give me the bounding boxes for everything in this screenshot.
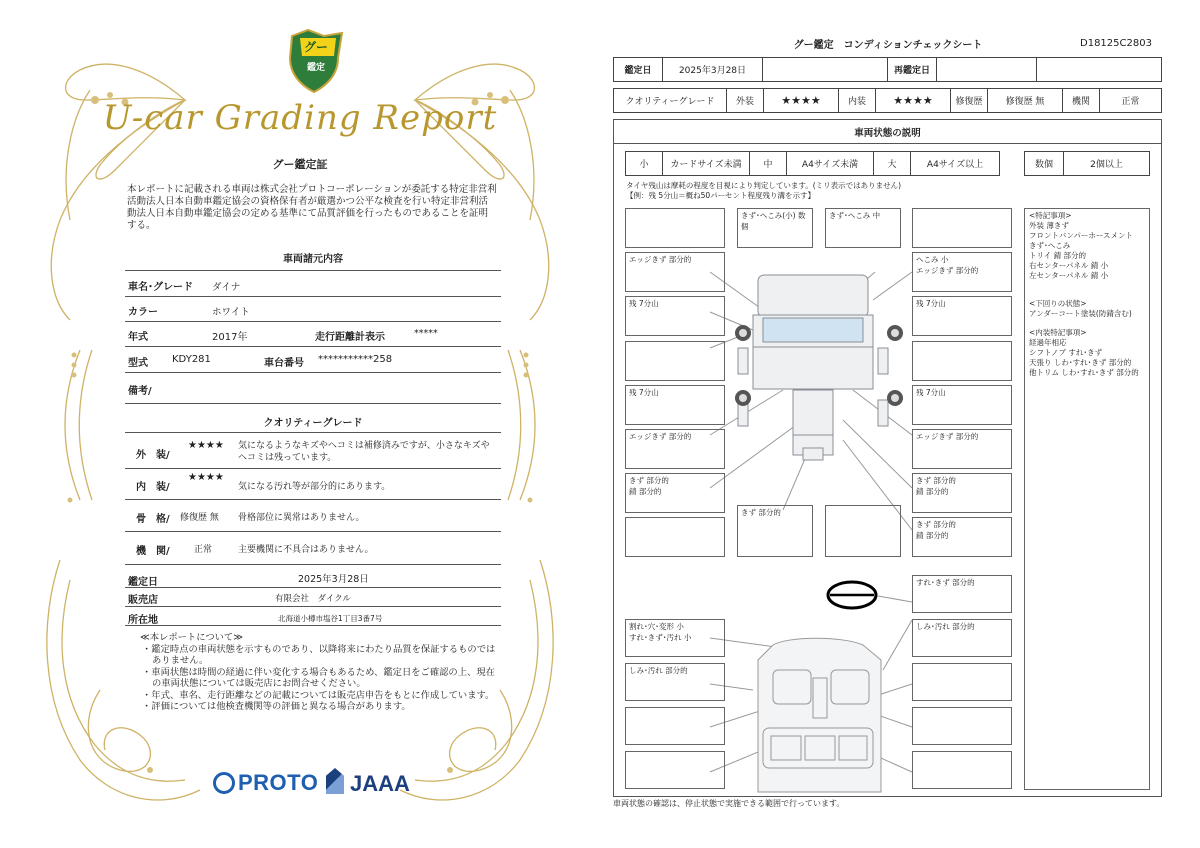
damage-note: きず･へこみ 中: [829, 211, 881, 220]
damage-box: [912, 429, 1012, 469]
interior-box: [625, 619, 725, 657]
frame-desc: 骨格部位に異常はありません。: [238, 513, 365, 523]
interior-note: 割れ･穴･変形 小: [629, 622, 684, 631]
damage-note: きず 部分的: [916, 520, 956, 529]
damage-box: [625, 296, 725, 336]
special-item: 右センターパネル 錆 小: [1029, 261, 1109, 270]
interior-note: しみ･汚れ 部分的: [916, 622, 975, 631]
special-item: 左センターパネル 錆 小: [1029, 271, 1109, 280]
repair-label: 修復歴: [950, 88, 988, 113]
empty-cell: [1036, 57, 1162, 82]
frame-value: 修復歴 無: [180, 513, 219, 523]
damage-note: エッジきず 部分的: [629, 255, 692, 264]
damage-note: 錆 部分的: [916, 531, 949, 540]
remarks-label: 備考/: [128, 386, 152, 397]
under-item: アンダーコート塗装(防錆含む): [1029, 309, 1132, 318]
tire-tread-note: 残 7分山: [916, 388, 946, 397]
badge-bottom-text: 鑑定: [306, 63, 325, 73]
dealer-value: 有限会社 ダイクル: [275, 594, 351, 604]
engine-value: 正常: [194, 545, 213, 555]
date-value: 2025年3月28日: [662, 57, 763, 82]
special-item: 外装 薄きず: [1029, 221, 1069, 230]
damage-box: [912, 473, 1012, 513]
damage-box: [825, 208, 901, 248]
damage-box: [625, 341, 725, 381]
empty-cell: [762, 57, 888, 82]
odometer-label: 走行距離計表示: [315, 332, 385, 343]
count-value: 2個以上: [1063, 151, 1150, 176]
damage-box: [737, 505, 813, 557]
notes-title: ≪本レポートについて≫: [140, 632, 243, 643]
damage-note: 錆 部分的: [629, 487, 662, 496]
color-value: ホワイト: [212, 307, 250, 318]
address-label: 所在地: [128, 615, 158, 626]
damage-box: [912, 252, 1012, 292]
frame-label: 骨 格/: [136, 514, 170, 525]
damage-box: [912, 208, 1012, 248]
interior-desc: 気になる汚れ等が部分的にあります。: [238, 482, 391, 492]
damage-box: [625, 385, 725, 425]
interior-box: [912, 619, 1012, 657]
tire-tread-note: 残 7分山: [629, 299, 659, 308]
special-notes-panel: [1024, 208, 1150, 790]
damage-box: [825, 505, 901, 557]
damage-box: [625, 252, 725, 292]
special-title: <特記事項>: [1029, 211, 1072, 220]
damage-note: きず･へこみ(小) 数個: [741, 211, 806, 231]
interior-note: すれ･きず 部分的: [916, 578, 975, 587]
damage-box: [625, 473, 725, 513]
interior-notes-item: シフトノブ すれ･きず: [1029, 348, 1103, 357]
certificate-subtitle: グー鑑定証: [272, 158, 328, 171]
note-item: ・評価については他検査機関等の評価と異なる場合があります。: [142, 701, 411, 712]
engine-label: 機関: [1062, 88, 1100, 113]
damage-box: [912, 341, 1012, 381]
address-value: 北海道小樽市塩谷1丁目3番7号: [278, 614, 383, 623]
damage-note: きず 部分的: [741, 508, 781, 517]
certificate-title: U-car Grading Report: [102, 98, 498, 138]
damage-note: きず 部分的: [629, 476, 669, 485]
note-item: ・年式、車名、走行距離などの記載については販売店申告をもとに作成しています。: [142, 689, 495, 701]
name-label: 車名･グレード: [128, 282, 193, 293]
size-small-desc: カードサイズ未満: [662, 151, 750, 176]
tire-example: 【例：残 5分山＝概ね50パーセント程度残り溝を示す】: [626, 191, 816, 200]
year-label: 年式: [128, 332, 148, 343]
interior-note: すれ･きず･汚れ 小: [629, 633, 692, 642]
tire-tread-note: 残 7分山: [629, 388, 659, 397]
chassis-label: 車台番号: [264, 358, 304, 369]
date-label: 鑑定日: [128, 577, 158, 588]
interior-box: [912, 707, 1012, 745]
spec-title: 車両諸元内容: [283, 254, 343, 265]
interior-notes-item: 他トリム しわ･すれ･きず 部分的: [1029, 368, 1139, 377]
special-item: フロントバンパーホースメント: [1029, 231, 1133, 240]
interior-note: しみ･汚れ 部分的: [629, 666, 688, 675]
interior-box: [625, 707, 725, 745]
year-value: 2017年: [212, 332, 248, 343]
damage-note: へこみ 小: [916, 255, 949, 264]
special-item: トリイ 錆 部分的: [1029, 251, 1087, 260]
special-item: きず･へこみ: [1029, 241, 1071, 250]
damage-note: きず 部分的: [916, 476, 956, 485]
proto-logo: PROTO: [238, 770, 319, 795]
engine-value: 正常: [1099, 88, 1162, 113]
size-medium-label: 中: [749, 151, 787, 176]
interior-stars: ★★★★: [875, 88, 951, 113]
chassis-value: ***********258: [318, 354, 393, 365]
interior-box: [912, 751, 1012, 789]
damage-box: [912, 296, 1012, 336]
count-label: 数個: [1024, 151, 1064, 176]
damage-note: エッジきず 部分的: [916, 432, 979, 441]
exterior-label: 外装: [726, 88, 764, 113]
exterior-stars: ★★★★: [188, 440, 224, 451]
dealer-label: 販売店: [128, 595, 158, 606]
interior-notes-item: 経過年相応: [1029, 338, 1067, 347]
damage-note: 錆 部分的: [916, 487, 949, 496]
damage-box: [625, 208, 725, 248]
date-label: 鑑定日: [613, 57, 663, 82]
size-large-desc: A4サイズ以上: [910, 151, 1000, 176]
model-value: KDY281: [172, 354, 211, 365]
damage-box: [912, 517, 1012, 557]
note-item: ・鑑定時点の車両状態を示すものであり、以降将来にわたり品質を保証するものではありません。: [142, 643, 496, 666]
exterior-label: 外 装/: [136, 450, 170, 461]
interior-box: [625, 751, 725, 789]
sheet-title: グー鑑定 コンディションチェックシート: [793, 40, 983, 51]
under-title: <下回りの状態>: [1029, 299, 1087, 308]
state-title: 車両状態の説明: [854, 128, 921, 139]
engine-label: 機 関/: [136, 546, 170, 557]
reinspect-label: 再鑑定日: [887, 57, 937, 82]
size-medium-desc: A4サイズ未満: [786, 151, 874, 176]
sheet-footer: 車両状態の確認は、停止状態で実施できる範囲で行っています。: [613, 799, 845, 808]
jaaa-logo: JAAA: [350, 771, 410, 796]
divider: [613, 143, 1162, 144]
exterior-stars: ★★★★: [763, 88, 839, 113]
interior-box: [625, 663, 725, 701]
damage-note: エッジきず 部分的: [629, 432, 692, 441]
damage-box: [625, 429, 725, 469]
tire-tread-note: 残 7分山: [916, 299, 946, 308]
interior-box: [912, 575, 1012, 613]
name-value: ダイナ: [212, 282, 241, 293]
certificate-intro: 本レポートに記載される車両は株式会社プロトコーポレーションが委託する特定非営利活動法人日本自動車鑑定協会の資格保有者が厳選かつ公平な検査を行い特定非営利活動法人日本自動車鑑定協会の定める基準にて品質評価を行ったものであることを証明する。: [127, 184, 497, 231]
repair-value: 修復歴 無: [987, 88, 1063, 113]
note-item: ・車両状態は時間の経過に伴い変化する場合もあるため、鑑定日をご確認の上、現在の車両状態については販売店にお問合せください。: [142, 666, 495, 689]
document-id: D18125C2803: [1080, 38, 1152, 49]
exterior-desc: 気になるようなキズやヘコミは補修済みですが、小さなキズやヘコミは残っています。: [238, 441, 490, 463]
size-large-label: 大: [873, 151, 911, 176]
interior-label: 内装: [838, 88, 876, 113]
engine-desc: 主要機関に不具合はありません。: [238, 545, 374, 555]
color-label: カラー: [128, 307, 158, 318]
damage-box: [625, 517, 725, 557]
damage-box: [737, 208, 813, 248]
damage-box: [912, 385, 1012, 425]
interior-stars: ★★★★: [188, 472, 224, 483]
damage-note: エッジきず 部分的: [916, 266, 979, 275]
odometer-value: *****: [414, 328, 438, 339]
grade-label: クオリティーグレード: [613, 88, 727, 113]
interior-notes-title: <内装特記事項>: [1029, 328, 1087, 337]
badge-top-text: グー: [303, 40, 328, 54]
quality-title: クオリティーグレード: [263, 418, 363, 429]
reinspect-value: [936, 57, 1037, 82]
interior-notes-item: 天張り しわ･すれ･きず 部分的: [1029, 358, 1132, 367]
size-small-label: 小: [625, 151, 663, 176]
date-value: 2025年3月28日: [298, 574, 369, 585]
interior-box: [912, 663, 1012, 701]
interior-label: 内 装/: [136, 482, 170, 493]
tire-note: タイヤ残山は摩耗の程度を目視により判定しています。(ミリ表示ではありません): [626, 181, 902, 190]
model-label: 型式: [128, 358, 148, 369]
